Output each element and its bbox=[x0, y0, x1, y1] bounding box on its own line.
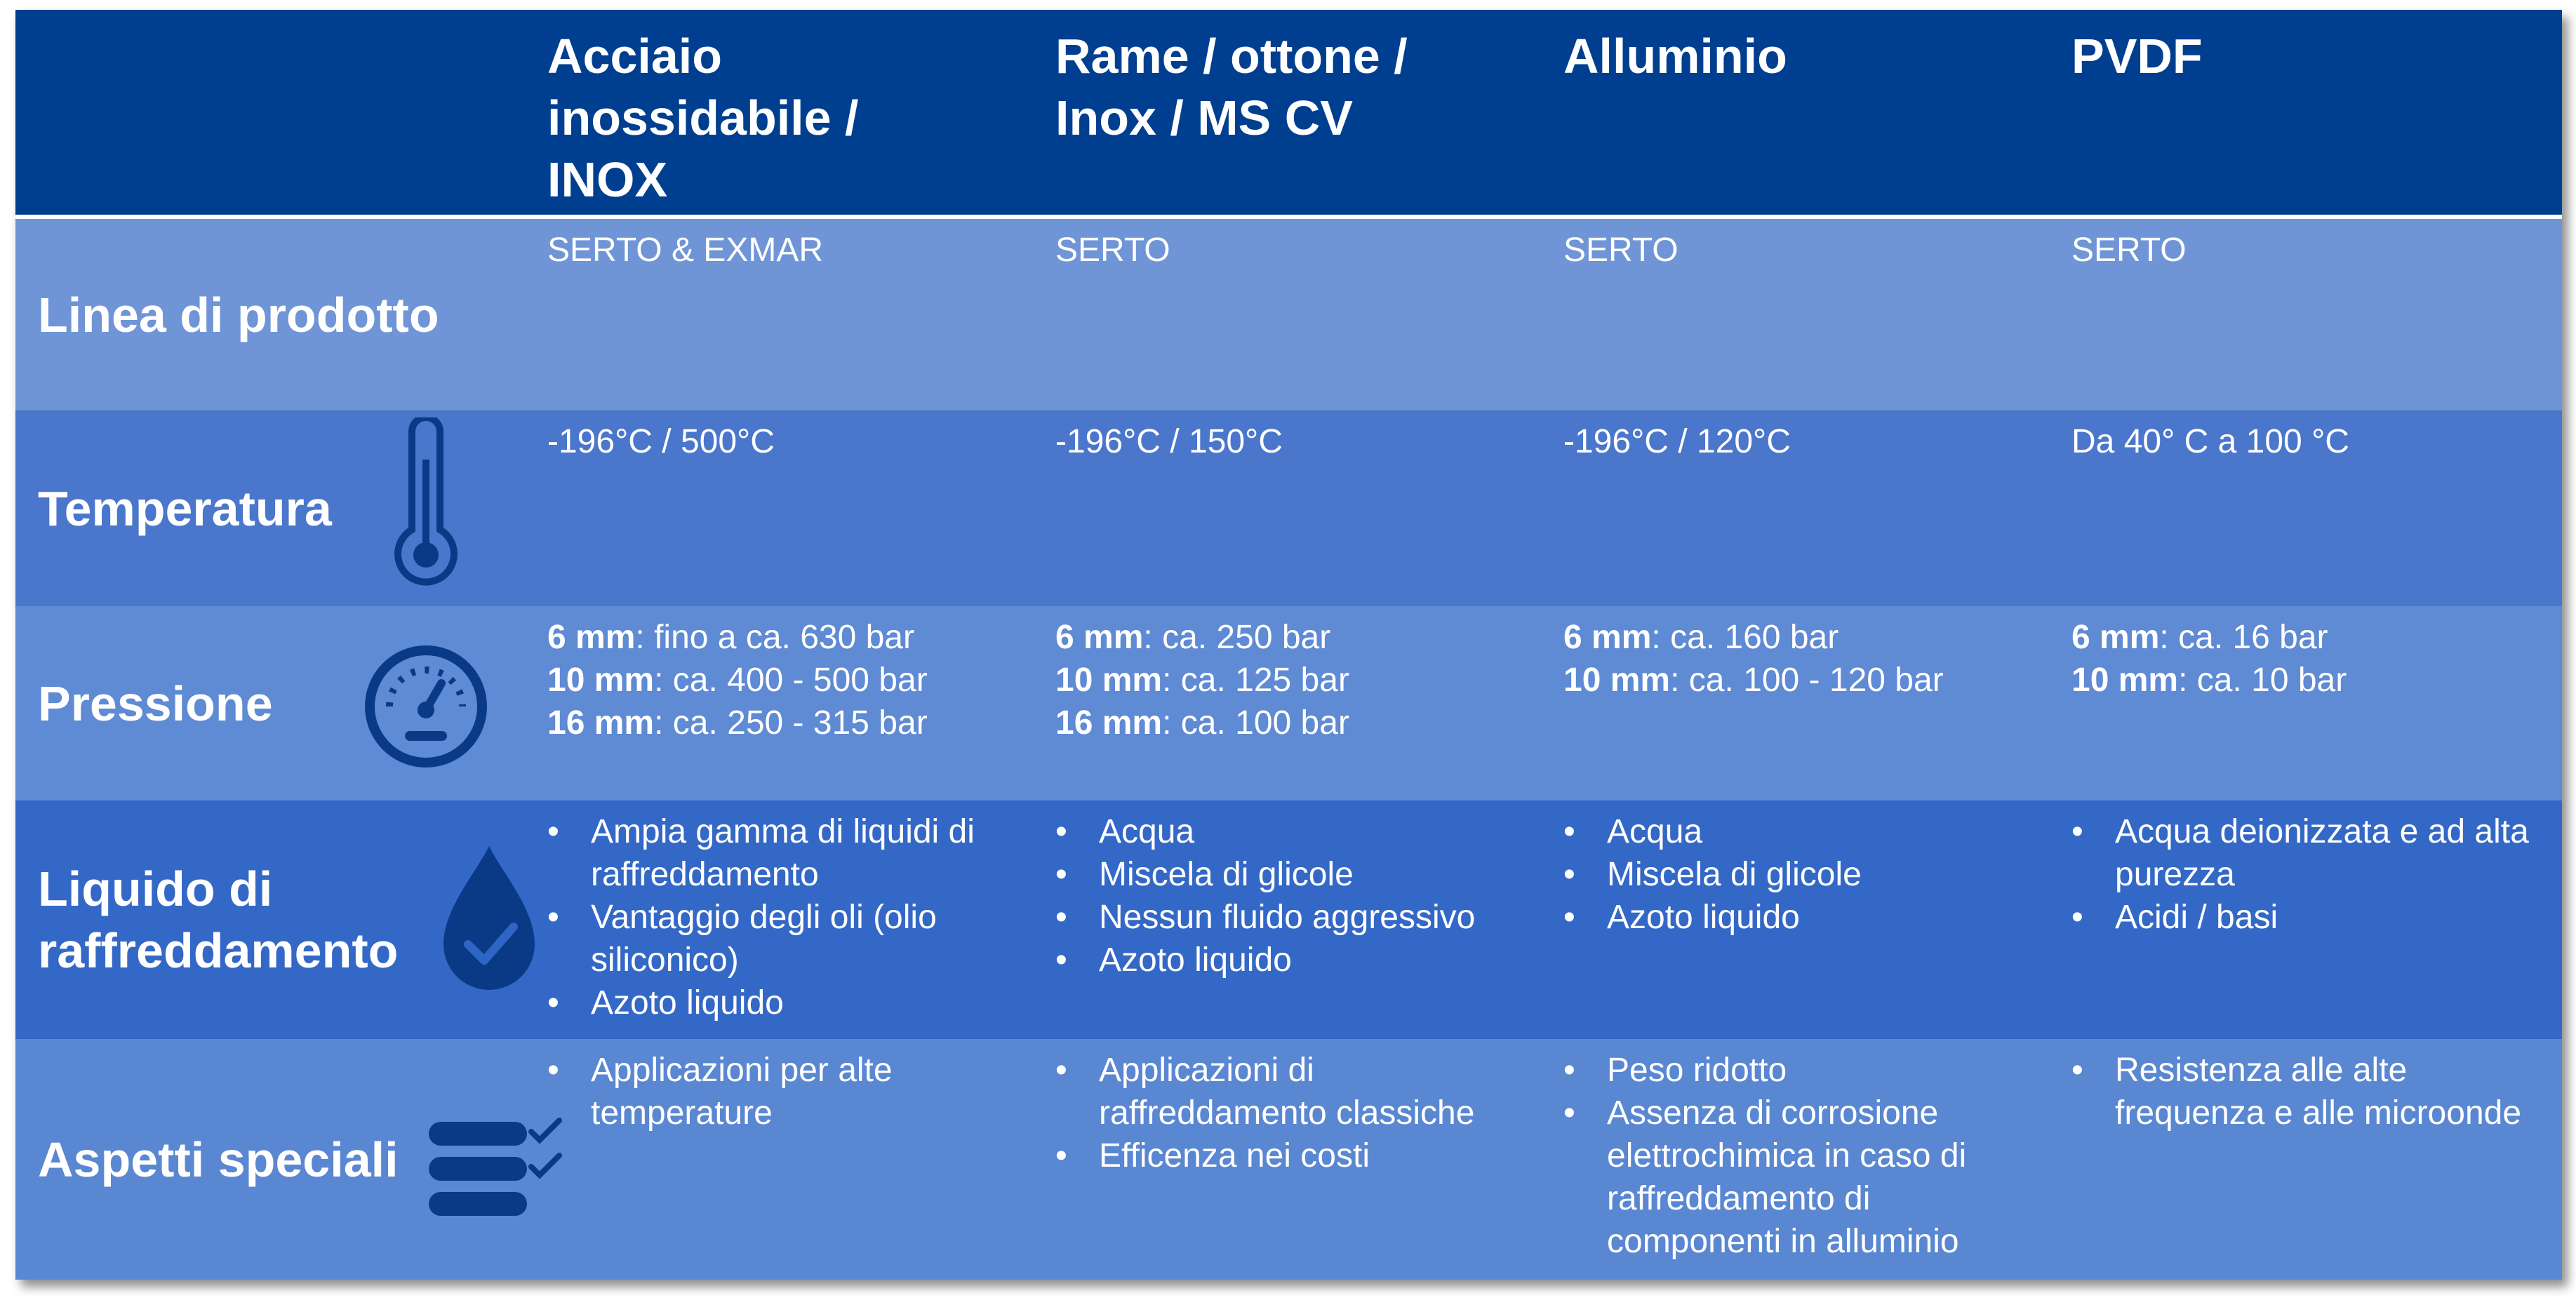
pressure-line bbox=[2071, 659, 2549, 702]
list-item: • Acqua bbox=[1055, 810, 1533, 853]
table-cell: -196°C / 500°C bbox=[547, 423, 775, 460]
table-cell bbox=[547, 810, 1025, 1024]
table-header bbox=[15, 10, 2562, 215]
column-header: PVDF bbox=[2071, 29, 2203, 83]
table-cell bbox=[1563, 1049, 2041, 1263]
table-cell bbox=[2071, 1049, 2549, 1134]
pipe-size: 6 mm bbox=[547, 619, 636, 656]
table-cell bbox=[547, 1049, 1025, 1134]
bullet-list bbox=[2071, 1049, 2549, 1134]
table-row bbox=[15, 410, 2562, 606]
bullet-list bbox=[547, 810, 1025, 1024]
list-item: • Nessun fluido aggressivo bbox=[1055, 896, 1533, 939]
pipe-size: 6 mm bbox=[1563, 619, 1652, 656]
bullet-list bbox=[547, 1049, 1025, 1134]
list-item: • Miscela di glicole bbox=[1563, 853, 2041, 896]
pressure-value: : ca. 100 - 120 bar bbox=[1670, 662, 1944, 699]
table-row bbox=[15, 219, 2562, 410]
pressure-line bbox=[547, 616, 1025, 659]
list-item: • Assenza di corrosione elettrochimica in caso di raffreddamento di componenti in alluminio bbox=[1563, 1092, 2041, 1263]
list-item: • Resistenza alle alte frequenza e alle microonde bbox=[2071, 1049, 2549, 1134]
table-cell: SERTO bbox=[1055, 232, 1170, 269]
row-label: Pressione bbox=[38, 676, 273, 731]
table-cell: SERTO & EXMAR bbox=[547, 232, 823, 269]
pressure-line bbox=[547, 659, 1025, 702]
pressure-value: : ca. 400 - 500 bar bbox=[654, 662, 928, 699]
table-cell bbox=[1055, 1049, 1533, 1177]
row-label: Aspetti speciali bbox=[38, 1132, 399, 1187]
pressure-line bbox=[2071, 616, 2549, 659]
list-item: • Applicazioni per alte temperature bbox=[547, 1049, 1025, 1134]
list-item: • Peso ridotto bbox=[1563, 1049, 2041, 1092]
bullet-list bbox=[1563, 1049, 2041, 1263]
list-item: • Vantaggio degli oli (olio siliconico) bbox=[547, 896, 1025, 981]
column-header: Rame / ottone / Inox / MS CV bbox=[1055, 29, 1408, 145]
table-cell bbox=[2071, 810, 2549, 939]
list-item: • Acidi / basi bbox=[2071, 896, 2549, 939]
column-header: Alluminio bbox=[1563, 29, 1787, 83]
list-item: • Azoto liquido bbox=[547, 981, 1025, 1024]
pipe-size: 10 mm bbox=[2071, 662, 2179, 699]
list-item: • Applicazioni di raffreddamento classiche bbox=[1055, 1049, 1533, 1134]
table-cell: Da 40° C a 100 °C bbox=[2071, 423, 2349, 460]
table-row bbox=[15, 800, 2562, 1039]
comparison-table bbox=[15, 10, 2562, 1280]
pressure-line bbox=[1055, 616, 1533, 659]
row-label: Temperatura bbox=[38, 481, 332, 536]
table-cell: SERTO bbox=[2071, 232, 2187, 269]
bullet-list bbox=[2071, 810, 2549, 939]
pipe-size: 10 mm bbox=[547, 662, 655, 699]
pressure-value: : ca. 250 - 315 bar bbox=[654, 704, 928, 742]
pressure-value: : ca. 10 bar bbox=[2178, 662, 2347, 699]
bullet-list bbox=[1055, 810, 1533, 981]
checklist-icon bbox=[426, 1116, 566, 1232]
pipe-size: 10 mm bbox=[1055, 662, 1163, 699]
table-cell: SERTO bbox=[1563, 232, 1679, 269]
pressure-value: : ca. 160 bar bbox=[1651, 619, 1839, 656]
pressure-value: : ca. 125 bar bbox=[1162, 662, 1349, 699]
table-cell bbox=[547, 616, 1025, 744]
table-row bbox=[15, 606, 2562, 800]
pressure-value: : fino a ca. 630 bar bbox=[635, 619, 914, 656]
table-cell bbox=[1563, 810, 2041, 939]
list-item: • Azoto liquido bbox=[1563, 896, 2041, 939]
list-item: • Acqua bbox=[1563, 810, 2041, 853]
gauge-icon bbox=[363, 640, 489, 777]
table-cell bbox=[1055, 616, 1533, 744]
list-item: • Acqua deionizzata e ad alta purezza bbox=[2071, 810, 2549, 896]
pipe-size: 6 mm bbox=[2071, 619, 2160, 656]
pressure-line bbox=[1055, 702, 1533, 744]
row-label: Liquido di raffreddamento bbox=[38, 862, 399, 978]
bullet-list bbox=[1055, 1049, 1533, 1177]
pressure-value: : ca. 16 bar bbox=[2159, 619, 2328, 656]
pipe-size: 6 mm bbox=[1055, 619, 1144, 656]
bullet-list bbox=[1563, 810, 2041, 939]
column-header: Acciaio inossidabile / INOX bbox=[547, 29, 859, 207]
table-row bbox=[15, 1039, 2562, 1280]
table-cell: -196°C / 150°C bbox=[1055, 423, 1283, 460]
list-item: • Miscela di glicole bbox=[1055, 853, 1533, 896]
table-cell bbox=[2071, 616, 2549, 702]
droplet-check-icon bbox=[436, 843, 542, 1000]
pressure-line bbox=[1563, 616, 2041, 659]
table-cell: -196°C / 120°C bbox=[1563, 423, 1791, 460]
table-cell bbox=[1055, 810, 1533, 981]
list-item: • Efficenza nei costi bbox=[1055, 1134, 1533, 1177]
pipe-size: 10 mm bbox=[1563, 662, 1671, 699]
pipe-size: 16 mm bbox=[547, 704, 655, 742]
pipe-size: 16 mm bbox=[1055, 704, 1163, 742]
pressure-value: : ca. 100 bar bbox=[1162, 704, 1349, 742]
table-cell bbox=[1563, 616, 2041, 702]
thermometer-icon bbox=[387, 417, 465, 596]
pressure-value: : ca. 250 bar bbox=[1143, 619, 1331, 656]
pressure-line bbox=[1563, 659, 2041, 702]
list-item: • Azoto liquido bbox=[1055, 939, 1533, 981]
list-item: • Ampia gamma di liquidi di raffreddamento bbox=[547, 810, 1025, 896]
pressure-line bbox=[547, 702, 1025, 744]
row-label: Linea di prodotto bbox=[38, 288, 439, 342]
pressure-line bbox=[1055, 659, 1533, 702]
